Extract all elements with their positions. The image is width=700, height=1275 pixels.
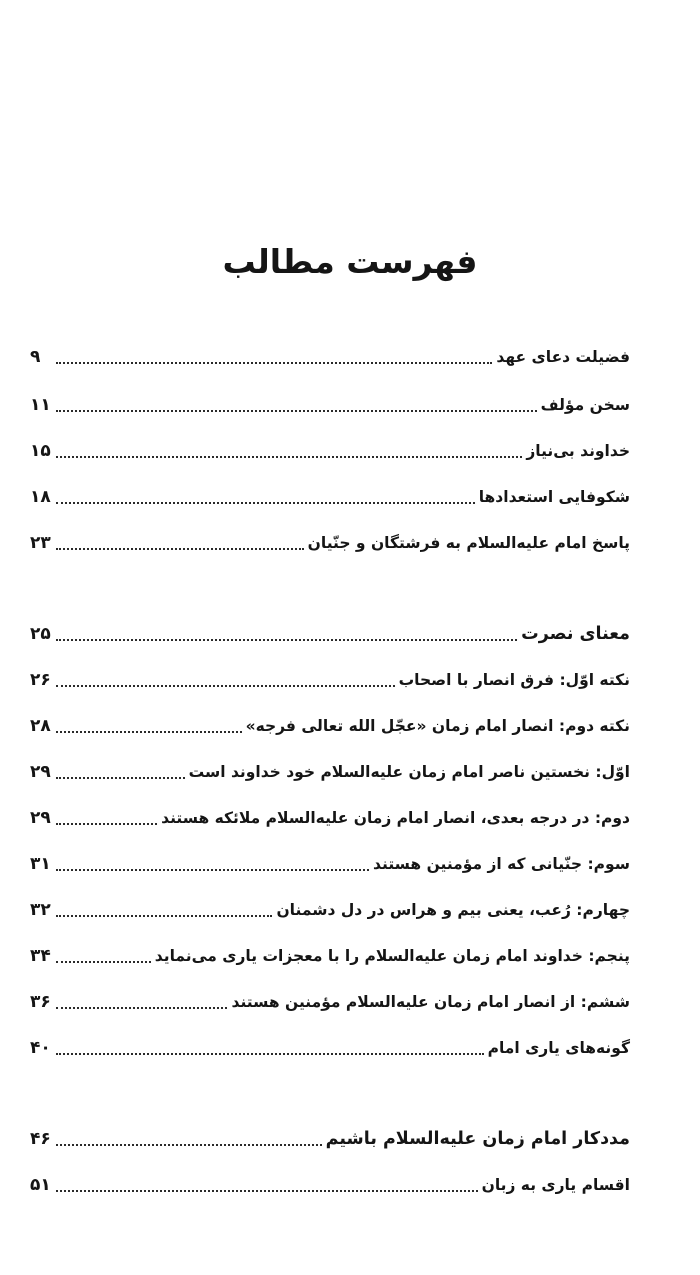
dot-leader: [56, 340, 492, 374]
toc-entry-page: ۹: [30, 347, 41, 367]
toc-entry[interactable]: [30, 709, 630, 743]
toc-entry-title: نکته دوم: انصار امام زمان «عجّل الله تعالی فرجه»: [245, 717, 630, 735]
toc-entry[interactable]: [30, 801, 630, 835]
dot-leader: [56, 480, 475, 514]
toc-entry-title: سوم: جنّیانی که از مؤمنین هستند: [373, 855, 630, 873]
toc-entry[interactable]: [30, 893, 630, 927]
dot-leader: [56, 985, 227, 1019]
toc-entry-page: ۴۶: [30, 1129, 51, 1149]
toc-entry-page: ۱۸: [30, 487, 51, 507]
dot-leader: [56, 1168, 478, 1202]
toc-entry-page: ۱۵: [30, 441, 51, 461]
dot-leader: [56, 1122, 322, 1156]
toc-entry[interactable]: [30, 1168, 630, 1202]
toc-entry-title: شکوفایی استعدادها: [478, 488, 630, 506]
dot-leader: [56, 709, 242, 743]
toc-entry-page: ۲۹: [30, 808, 51, 828]
toc-entry-title: مددکار امام زمان علیه‌السلام باشیم: [325, 1129, 630, 1149]
toc-entry-title: دوم: در درجه بعدی، انصار امام زمان علیه‌السلام ملائکه هستند: [161, 809, 630, 827]
toc-entry[interactable]: [30, 663, 630, 697]
toc-entry-page: ۲۹: [30, 762, 51, 782]
toc-entry-title: پاسخ امام علیه‌السلام به فرشتگان و جنّیان: [307, 534, 630, 552]
toc-entry-title: نکته اوّل: فرق انصار با اصحاب: [398, 671, 630, 689]
toc-entry[interactable]: [30, 755, 630, 789]
toc-entry[interactable]: [30, 388, 630, 422]
toc-entry-page: ۳۴: [30, 946, 51, 966]
dot-leader: [56, 939, 151, 973]
dot-leader: [56, 434, 522, 468]
toc-entry-title: گونه‌های یاری امام: [487, 1039, 630, 1057]
dot-leader: [56, 801, 157, 835]
toc-entry-title: معنای نصرت: [521, 624, 630, 644]
toc-entry-page: ۲۵: [30, 624, 51, 644]
toc-entry-title: چهارم: رُعب، یعنی بیم و هراس در دل دشمنان: [276, 901, 630, 919]
toc-entry-title: ششم: از انصار امام زمان علیه‌السلام مؤمنین هستند: [231, 993, 630, 1011]
toc-entry-title: خداوند بی‌نیاز: [526, 442, 630, 460]
toc-entry-title: پنجم: خداوند امام زمان علیه‌السلام را با معجزات یاری می‌نماید: [154, 947, 630, 965]
toc-entry[interactable]: [30, 985, 630, 1019]
toc-entry-page: ۲۸: [30, 716, 51, 736]
toc-entry-title: اوّل: نخستین ناصر امام زمان علیه‌السلام خود خداوند است: [188, 763, 630, 781]
dot-leader: [56, 526, 304, 560]
toc-entry[interactable]: [30, 1031, 630, 1065]
toc-entry-title: سخن مؤلف: [540, 396, 630, 414]
dot-leader: [56, 388, 537, 422]
dot-leader: [56, 1031, 484, 1065]
toc-entry-page: ۴۰: [30, 1038, 51, 1058]
toc-entry-page: ۱۱: [30, 395, 51, 415]
dot-leader: [56, 847, 369, 881]
toc-entry[interactable]: [30, 617, 630, 651]
toc-entry[interactable]: [30, 526, 630, 560]
page-title: فهرست مطالب: [222, 242, 478, 281]
toc-entry-page: ۲۳: [30, 533, 51, 553]
toc-entry[interactable]: [30, 939, 630, 973]
toc-entry[interactable]: [30, 1122, 630, 1156]
toc-entry-page: ۲۶: [30, 670, 51, 690]
toc-entry-title: فضیلت دعای عهد: [496, 348, 630, 366]
toc-entry-title: اقسام یاری به زبان: [481, 1176, 630, 1194]
dot-leader: [56, 663, 395, 697]
toc-entry-page: ۳۱: [30, 854, 51, 874]
toc-entry[interactable]: [30, 847, 630, 881]
toc-entry-page: ۳۶: [30, 992, 51, 1012]
toc-entry-page: ۳۲: [30, 900, 51, 920]
dot-leader: [56, 755, 185, 789]
toc-entry-page: ۵۱: [30, 1175, 51, 1195]
dot-leader: [56, 893, 272, 927]
toc-entry[interactable]: [30, 434, 630, 468]
toc-entry[interactable]: [30, 340, 630, 374]
dot-leader: [56, 617, 517, 651]
toc-entry[interactable]: [30, 480, 630, 514]
